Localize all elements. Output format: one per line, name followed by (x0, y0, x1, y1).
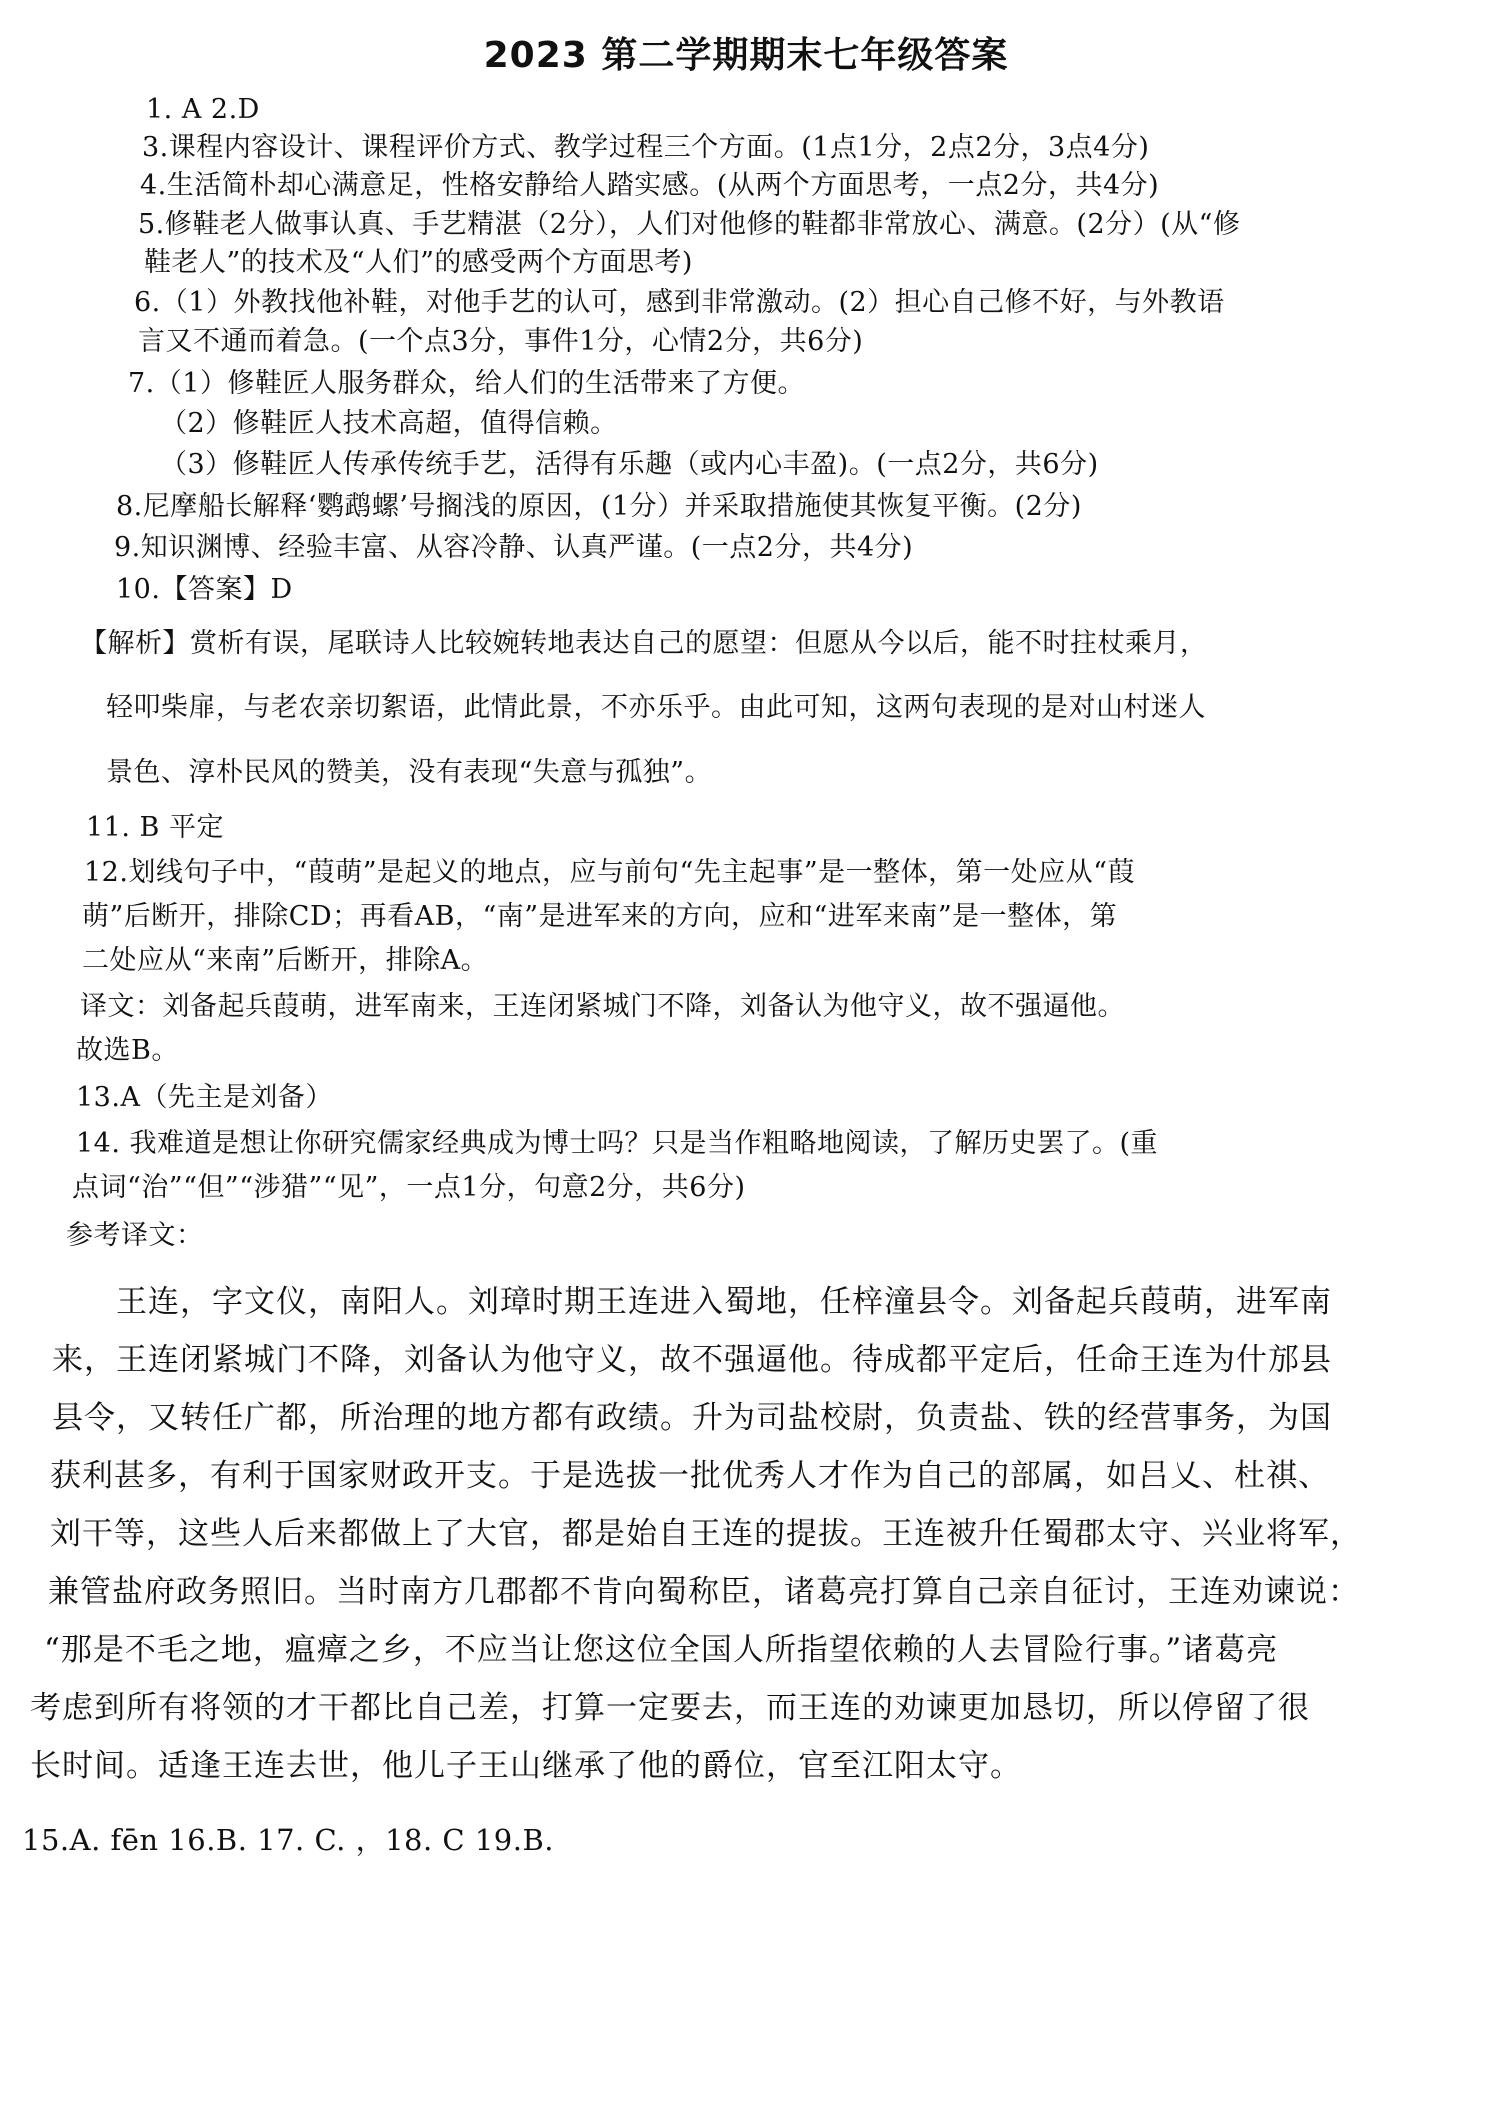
translation-line-7: “那是不毛之地，瘟瘴之乡，不应当让您这位全国人所指望依赖的人去冒险行事。”诸葛亮 (44, 1632, 1279, 1668)
answer-11: 11. B 平定 (86, 812, 224, 843)
answers-15-19: 15.A. fēn 16.B. 17. C. ，18. C 19.B. (22, 1823, 554, 1857)
translation-line-3: 县令，又转任广都，所治理的地方都有政绩。升为司盐校尉，负责盐、铁的经营事务，为国 (52, 1400, 1332, 1436)
answer-12-line-1: 12.划线句子中，“葭萌”是起义的地点，应与前句“先主起事”是一整体，第一处应从“葭 (84, 857, 1135, 888)
answer-3: 3.课程内容设计、课程评价方式、教学过程三个方面。(1点1分，2点2分，3点4分) (142, 132, 1150, 163)
reference-translation-heading: 参考译文： (66, 1220, 204, 1251)
translation-line-5: 刘干等，这些人后来都做上了大官，都是始自王连的提拔。王连被升任蜀郡太守、兴业将军， (50, 1516, 1362, 1552)
answer-5-line-2: 鞋老人”的技术及“人们”的感受两个方面思考) (144, 247, 693, 278)
answer-1-2: 1. A 2.D (146, 94, 260, 125)
answer-12-choice: 故选B。 (76, 1035, 179, 1066)
answer-12-line-2: 萌”后断开，排除CD；再看AB，“南”是进军来的方向，应和“进军来南”是一整体，第 (82, 901, 1118, 932)
answer-7-item-3: （3）修鞋匠人传承传统手艺，活得有乐趣（或内心丰盈)。(一点2分，共6分) (160, 449, 1099, 480)
answer-14-line-1: 14. 我难道是想让你研究儒家经典成为博士吗？只是当作粗略地阅读，了解历史罢了。(重 (76, 1128, 1159, 1159)
translation-line-8: 考虑到所有将领的才干都比自己差，打算一定要去，而王连的劝谏更加恳切，所以停留了很 (30, 1690, 1310, 1726)
answer-7-item-2: （2）修鞋匠人技术高超，值得信赖。 (160, 408, 618, 439)
answer-7-item-1: 7.（1）修鞋匠人服务群众，给人们的生活带来了方便。 (128, 368, 805, 399)
answer-12-line-3: 二处应从“来南”后断开，排除A。 (82, 945, 489, 976)
answer-9: 9.知识渊博、经验丰富、从容冷静、认真严谨。(一点2分，共4分) (114, 532, 914, 563)
analysis-line-3: 景色、淳朴民风的赞美，没有表现“失意与孤独”。 (106, 757, 713, 788)
analysis-line-1: 【解析】赏析有误，尾联诗人比较婉转地表达自己的愿望：但愿从今以后，能不时拄杖乘月， (80, 628, 1208, 659)
translation-line-4: 获利甚多，有利于国家财政开支。于是选拔一批优秀人才作为自己的部属，如吕乂、杜祺、 (50, 1458, 1330, 1494)
translation-line-9: 长时间。适逢王连去世，他儿子王山继承了他的爵位，官至江阳太守。 (30, 1748, 1022, 1784)
answer-5-line-1: 5.修鞋老人做事认真、手艺精湛（2分），人们对他修的鞋都非常放心、满意。(2分）(从“修 (138, 209, 1241, 240)
answer-12-translation: 译文：刘备起兵葭萌，进军南来，王连闭紧城门不降，刘备认为他守义，故不强逼他。 (80, 991, 1125, 1022)
answer-10: 10.【答案】D (116, 574, 293, 605)
answer-14-line-2: 点词“治”“但”“涉猎”“见”，一点1分，句意2分，共6分) (72, 1172, 746, 1203)
answer-8: 8.尼摩船长解释‘鹦鹉螺’号搁浅的原因，(1分）并采取措施使其恢复平衡。(2分) (116, 491, 1082, 522)
answer-6-line-2: 言又不通而着急。(一个点3分，事件1分，心情2分，共6分) (138, 326, 864, 357)
translation-line-1: 王连，字文仪，南阳人。刘璋时期王连进入蜀地，任梓潼县令。刘备起兵葭萌，进军南 (116, 1284, 1332, 1320)
answer-6-line-1: 6.（1）外教找他补鞋，对他手艺的认可，感到非常激动。(2）担心自己修不好，与外教语 (134, 287, 1225, 318)
analysis-line-2: 轻叩柴扉，与老农亲切絮语，此情此景，不亦乐乎。由此可知，这两句表现的是对山村迷人 (106, 692, 1206, 723)
translation-line-6: 兼管盐府政务照旧。当时南方几郡都不肯向蜀称臣，诸葛亮打算自己亲自征讨，王连劝谏说： (48, 1574, 1360, 1610)
answer-13: 13.A（先主是刘备） (76, 1082, 333, 1113)
page-title: 2023 第二学期期末七年级答案 (483, 35, 1009, 76)
translation-line-2: 来，王连闭紧城门不降，刘备认为他守义，故不强逼他。待成都平定后，任命王连为什邡县 (52, 1342, 1332, 1378)
answer-4: 4.生活简朴却心满意足，性格安静给人踏实感。(从两个方面思考，一点2分，共4分) (140, 170, 1160, 201)
